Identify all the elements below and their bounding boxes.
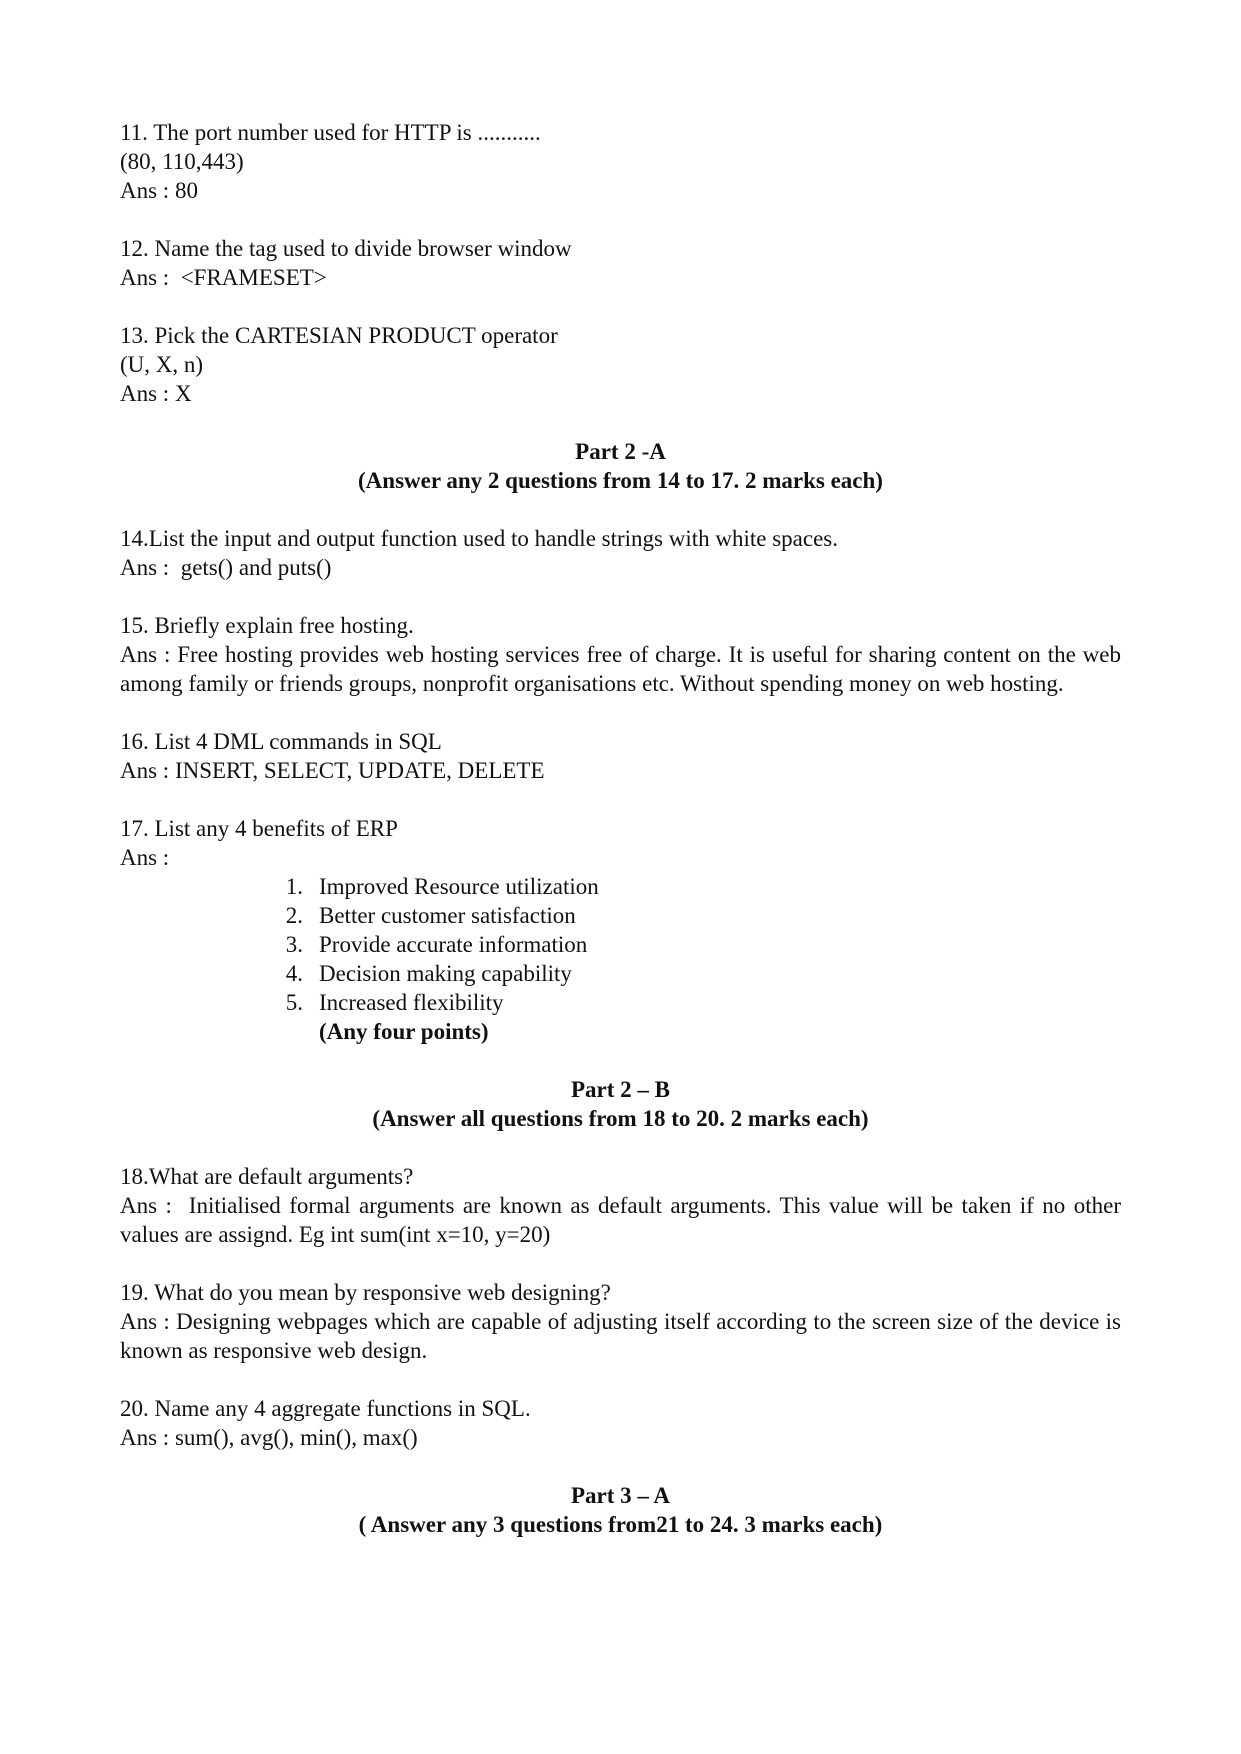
answer-17: Ans : [120,845,170,870]
question-16: 16. List 4 DML commands in SQL [120,729,442,754]
benefits-list [120,872,1121,1017]
answer-16: Ans : INSERT, SELECT, UPDATE, DELETE [120,758,545,783]
question-15: 15. Briefly explain free hosting. [120,613,414,638]
answer-12: Ans : <FRAMESET> [120,265,327,290]
question-11-options: (80, 110,443) [120,149,244,174]
question-13: 13. Pick the CARTESIAN PRODUCT operator [120,323,558,348]
question-12: 12. Name the tag used to divide browser window [120,236,572,261]
list-item: 1. Improved Resource utilization [285,874,599,899]
section-title-part-2b: Part 2 – B [570,1077,670,1102]
question-17: 17. List any 4 benefits of ERP [120,816,398,841]
section-subtitle-part-2b: (Answer all questions from 18 to 20. 2 marks each) [372,1106,869,1131]
list-item: 2. Better customer satisfaction [285,903,576,928]
any-four-points-note: (Any four points) [319,1019,489,1044]
document-page [120,118,1127,1539]
question-13-options: (U, X, n) [120,352,204,377]
section-subtitle-part-2a: (Answer any 2 questions from 14 to 17. 2 marks each) [358,468,883,493]
list-item: 5. Increased flexibility [285,990,504,1015]
answer-11: Ans : 80 [120,178,198,203]
list-item: 4. Decision making capability [285,961,572,986]
answer-14: Ans : gets() and puts() [120,555,332,580]
answer-19: Ans : Designing webpages which are capable of adjusting itself according to the screen size of the device is known as responsive web design. [120,1309,1127,1363]
answer-18: Ans : Initialised formal arguments are known as default arguments. This value will be taken if no other values are assignd. Eg int sum(int x=10, y=20) [120,1193,1127,1247]
section-title-part-2a: Part 2 -A [575,439,666,464]
question-11: 11. The port number used for HTTP is ........... [120,120,541,145]
section-subtitle-part-3a: ( Answer any 3 questions from21 to 24. 3 marks each) [358,1512,883,1537]
list-item: 3. Provide accurate information [285,932,588,957]
section-title-part-3a: Part 3 – A [570,1483,670,1508]
question-14: 14.List the input and output function used to handle strings with white spaces. [120,526,839,551]
answer-13: Ans : X [120,381,192,406]
question-19: 19. What do you mean by responsive web designing? [120,1280,611,1305]
question-20: 20. Name any 4 aggregate functions in SQL. [120,1396,531,1421]
question-18: 18.What are default arguments? [120,1164,414,1189]
answer-20: Ans : sum(), avg(), min(), max() [120,1425,418,1450]
answer-15: Ans : Free hosting provides web hosting services free of charge. It is useful for sharing content on the web among family or friends groups, nonprofit organisations etc. Without spending money on web hosting. [120,642,1127,696]
